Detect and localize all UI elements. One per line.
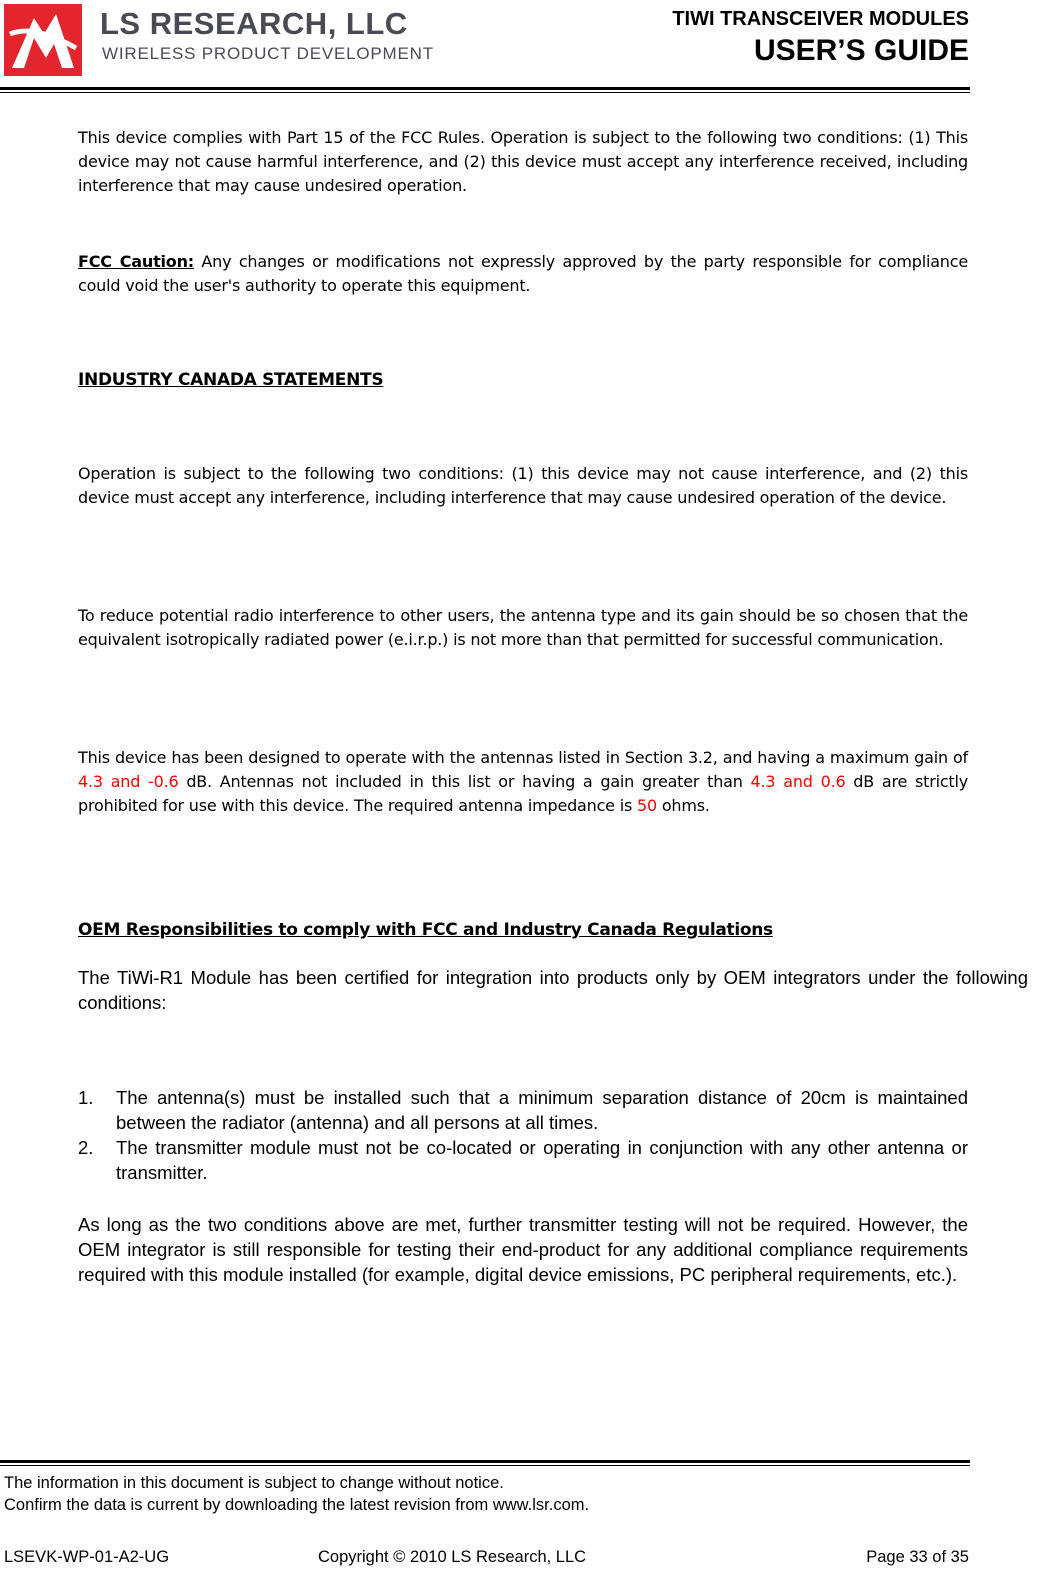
ic-heading: INDUSTRY CANADA STATEMENTS	[78, 370, 384, 390]
oem-conditions-list	[78, 1085, 968, 1185]
footer-rule	[0, 1460, 970, 1463]
antenna-impedance: 50	[636, 796, 657, 815]
header-rule-thin	[0, 92, 970, 93]
footer-notice-1: The information in this document is subject to change without notice.	[4, 1474, 504, 1492]
document-subtitle: USER’S GUIDE	[753, 34, 969, 67]
ic-para3-text-c: dB are strictly prohibited for use with this device. The required antenna impedance is	[78, 772, 969, 815]
oem-intro: The TiWi-R1 Module has been certified for integration into products only by OEM integrators under the following conditions:	[78, 967, 1028, 1013]
company-name: LS RESEARCH, LLC	[100, 6, 408, 41]
footer-page-number: Page 33 of 35	[866, 1548, 969, 1566]
antenna-gain-2: 4.3 and 0.6	[750, 772, 846, 791]
ic-paragraph-3	[78, 746, 968, 818]
document-title: TIWI TRANSCEIVER MODULES	[672, 8, 969, 30]
list-item	[78, 1135, 968, 1185]
oem-closing-paragraph: As long as the two conditions above are met, further transmitter testing will not be required. However, the OEM integrator is still responsible for testing their end-product for any additional compliance requirements required with this module installed (for example, digital device emissions, PC peripheral requirements, etc.).	[78, 1214, 968, 1285]
fcc-caution-paragraph	[78, 250, 968, 298]
ic-para3-text-a: This device has been designed to operate with the antennas listed in Section 3.2, and having a maximum gain of	[78, 748, 968, 767]
ic-para3-text-b: dB. Antennas not included in this list or having a gain greater than	[178, 772, 751, 791]
lsr-logo-icon	[4, 4, 82, 76]
company-tagline: WIRELESS PRODUCT DEVELOPMENT	[102, 44, 434, 63]
ic-paragraph-2: To reduce potential radio interference to other users, the antenna type and its gain should be so chosen that the equivalent isotropically radiated power (e.i.r.p.) is not more than that permitted for successful communication.	[78, 606, 968, 649]
ic-paragraph-1: Operation is subject to the following two conditions: (1) this device may not cause interference, and (2) this device must accept any interference, including interference that may cause undesired operation of the device.	[78, 464, 968, 507]
footer-rule-thin	[0, 1465, 970, 1466]
fcc-caution-text: Any changes or modifications not expressly approved by the party responsible for compliance could void the user's authority to operate this equipment.	[78, 252, 968, 295]
fcc-compliance-paragraph: This device complies with Part 15 of the FCC Rules. Operation is subject to the following two conditions: (1) This device may not cause harmful interference, and (2) this device must accept any interference received, including interference that may cause undesired operation.	[78, 128, 968, 195]
list-item-number: 2.	[78, 1137, 94, 1158]
fcc-caution-label: FCC Caution:	[78, 252, 194, 271]
ic-para3-text-d: ohms.	[656, 796, 710, 815]
oem-heading: OEM Responsibilities to comply with FCC and Industry Canada Regulations	[78, 920, 773, 940]
footer-doc-id: LSEVK-WP-01-A2-UG	[4, 1548, 170, 1566]
header-rule	[0, 87, 970, 90]
list-item-number: 1.	[78, 1087, 94, 1108]
list-item-text: The transmitter module must not be co-located or operating in conjunction with any other antenna or transmitter.	[116, 1137, 968, 1183]
footer-notice-2: Confirm the data is current by downloading the latest revision from www.lsr.com.	[4, 1496, 590, 1514]
list-item-text: The antenna(s) must be installed such that a minimum separation distance of 20cm is maintained between the radiator (antenna) and all persons at all times.	[116, 1087, 968, 1133]
antenna-gain-1: 4.3 and -0.6	[78, 772, 179, 791]
list-item	[78, 1085, 968, 1135]
footer-copyright: Copyright © 2010 LS Research, LLC	[318, 1548, 587, 1566]
